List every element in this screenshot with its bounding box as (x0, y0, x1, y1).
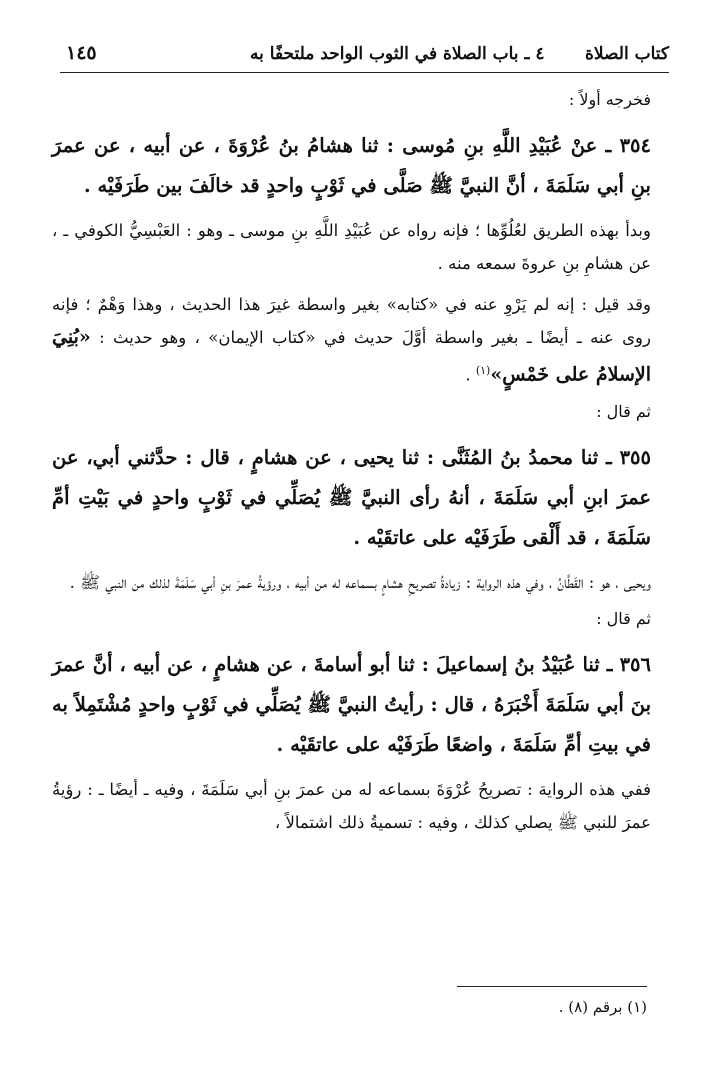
commentary-paragraph: ففي هذه الرواية : تصريحُ عُرْوَةَ بسماعه له من عمرَ بنِ أبي سَلَمَةَ ، وفيه ـ أيضًا ـ : رؤيةُ عمرَ للنبي ﷺ يصلي كذلك ، وفيه : تسميةُ ذلك اشتمالاً ، (52, 779, 651, 832)
intro-line: فخرجه أولاً : (568, 90, 651, 109)
hadith-356 (52, 645, 651, 765)
commentary-text: وقد قيل : إنه لم يَرْوِ عنه في «كتابه» بغير واسطة غيرَ هذا الحديث ، وهذا وَهْمٌ ؛ فإنه روى عنه ـ أيضًا ـ بغير واسطة أوَّلَ حديث في «كتاب الإيمان» ، وهو حديث : (52, 295, 651, 347)
hadith-355 (52, 438, 651, 558)
hadith-354 (52, 126, 651, 206)
intro-line: ثم قال : (596, 608, 651, 628)
chapter-title: ٤ ـ باب الصلاة في الثوب الواحد ملتحفًا به (250, 44, 545, 64)
footnote-marker: (١) (475, 364, 491, 377)
hadith-number: ٣٥٥ (619, 445, 651, 469)
commentary-paragraph: ويحيى ، هو : القَطَّانُ ، وفي هذه الرواية : زيادةُ تصريحِ هشامٍ بسماعه له من أبيه ، ورؤيةُ عمرَ بنِ أبي سَلَمَةَ لذلك من النبي ﷺ . (69, 572, 651, 592)
sentence-end: . (465, 365, 471, 385)
hadith-number: ٣٥٤ (619, 134, 651, 157)
quoted-hadith: «بُنِيَ الإسلامُ على خَمْسٍ» (52, 326, 651, 386)
hadith-text: ـ ثنا عُبَيْدُ بنُ إسماعيلَ : ثنا أبو أسامةَ ، عن هشامٍ ، عن أبيه ، أنَّ عمرَ بنَ أبي سَلَمَةَ أَخْبَرَهُ ، قال : رأيتُ النبيَّ ﷺ يُصَلِّي في ثَوْبٍ واحدٍ مُشْتَمِلاً به في بيتِ أمِّ سَلَمَةَ ، واضعًا طَرَفَيْه على عاتقَيْه . (52, 652, 651, 756)
hadith-text: ـ ثنا محمدُ بنُ المُثَنَّى : ثنا يحيى ، عن هشامٍ ، قال : حدَّثني أبي، عن عمرَ ابنِ أبي سَلَمَةَ ، أنهُ رأى النبيَّ ﷺ يُصَلِّي في ثَوْبٍ واحدٍ في بَيْتِ أمِّ سَلَمَةَ ، قد أَلْقى طَرَفَيْه على عاتقَيْه . (52, 445, 651, 549)
commentary-paragraph: وبدأ بهذه الطريق لعُلُوِّها ؛ فإنه رواه عن عُبَيْدِ اللَّهِ بنِ موسى ـ وهو : العَبْسِيُّ الكوفي ـ ، عن هشامِ بنِ عروةَ سمعه منه . (52, 221, 651, 273)
page-body (52, 88, 651, 847)
footnote: (١) برقم (٨) . (558, 998, 647, 1016)
hadith-text: ـ عنْ عُبَيْدِ اللَّهِ بنِ مُوسى : ثنا هشامُ بنُ عُرْوَةَ ، عن أبيه ، عن عمرَ بنِ أبي سَلَمَةَ ، أنَّ النبيَّ ﷺ صَلَّى في ثَوْبٍ واحدٍ قد خالَفَ بين طَرَفَيْه . (52, 134, 651, 197)
commentary-paragraph (52, 288, 651, 392)
hadith-number: ٣٥٦ (619, 652, 651, 676)
running-header (60, 40, 669, 73)
intro-line: ثم قال : (596, 401, 651, 421)
page-number: ١٤٥ (66, 42, 97, 64)
footnote-divider (457, 986, 647, 987)
book-title: كتاب الصلاة (584, 44, 669, 64)
